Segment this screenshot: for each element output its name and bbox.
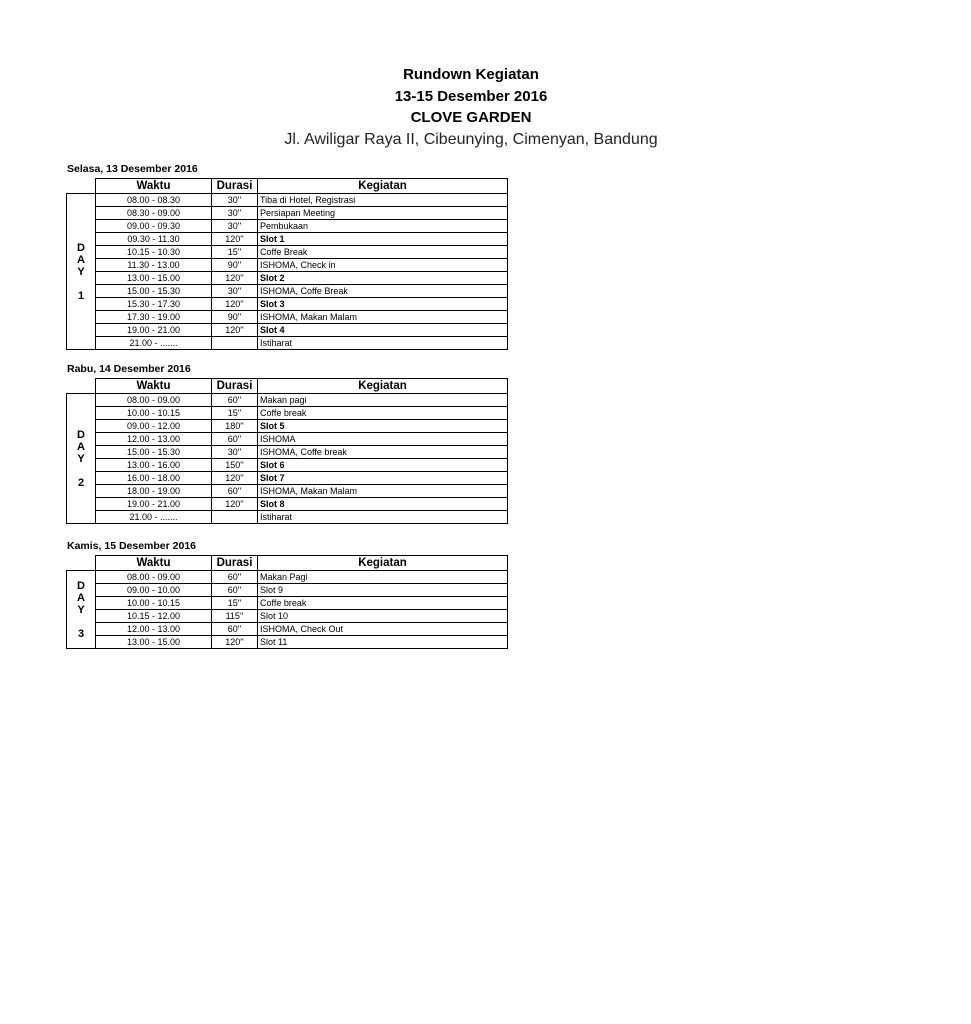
waktu-cell: 19.00 - 21.00: [96, 498, 212, 511]
kegiatan-cell: Slot 1: [258, 233, 508, 246]
table-row: [67, 259, 508, 272]
day-letter: D: [77, 579, 85, 592]
durasi-cell: 120'': [212, 636, 258, 649]
durasi-cell: 60'': [212, 485, 258, 498]
day-3-date: Kamis, 15 Desember 2016: [67, 540, 196, 552]
title-line-3: CLOVE GARDEN: [410, 109, 532, 126]
kegiatan-cell: Coffe Break: [258, 246, 508, 259]
table-row: [67, 298, 508, 311]
waktu-cell: 15.00 - 15.30: [96, 446, 212, 459]
day-3-header-kegiatan: Kegiatan: [258, 556, 508, 571]
waktu-cell: 11.30 - 13.00: [96, 259, 212, 272]
title-address: Jl. Awiligar Raya II, Cibeunying, Cimenyan, Bandung: [284, 131, 658, 148]
table-row: [67, 472, 508, 485]
durasi-cell: 180'': [212, 420, 258, 433]
waktu-cell: 08.00 - 09.00: [96, 394, 212, 407]
durasi-cell: 120'': [212, 272, 258, 285]
durasi-cell: 60'': [212, 571, 258, 584]
table-row: [67, 446, 508, 459]
kegiatan-cell: Slot 2: [258, 272, 508, 285]
day-2-header-durasi: Durasi: [212, 379, 258, 394]
table-row: [67, 324, 508, 337]
day-2-header-kegiatan: Kegiatan: [258, 379, 508, 394]
kegiatan-cell: ISHOMA, Check in: [258, 259, 508, 272]
day-letter: Y: [77, 603, 85, 616]
waktu-cell: 10.00 - 10.15: [96, 407, 212, 420]
table-row: [67, 337, 508, 350]
durasi-cell: 115'': [212, 610, 258, 623]
durasi-cell: 120'': [212, 298, 258, 311]
day-vertical-label: [67, 394, 96, 524]
kegiatan-cell: Makan pagi: [258, 394, 508, 407]
kegiatan-cell: Persiapan Meeting: [258, 207, 508, 220]
day-letter: D: [77, 241, 85, 254]
waktu-cell: 10.15 - 10.30: [96, 246, 212, 259]
table-row: [67, 272, 508, 285]
durasi-cell: 90'': [212, 259, 258, 272]
table-row: [67, 420, 508, 433]
waktu-cell: 13.00 - 15.00: [96, 272, 212, 285]
table-row: [67, 285, 508, 298]
durasi-cell: 120'': [212, 498, 258, 511]
day-letter: Y: [77, 265, 85, 278]
kegiatan-cell: Slot 10: [258, 610, 508, 623]
waktu-cell: 13.00 - 16.00: [96, 459, 212, 472]
kegiatan-cell: Slot 3: [258, 298, 508, 311]
table-row: [67, 636, 508, 649]
table-row: [67, 498, 508, 511]
durasi-cell: 15'': [212, 597, 258, 610]
waktu-cell: 16.00 - 18.00: [96, 472, 212, 485]
table-row: [67, 394, 508, 407]
day-2-date: Rabu, 14 Desember 2016: [67, 363, 191, 375]
title-line-1: Rundown Kegiatan: [403, 66, 539, 83]
waktu-cell: 10.00 - 10.15: [96, 597, 212, 610]
durasi-cell: 120'': [212, 233, 258, 246]
table-row: [67, 220, 508, 233]
day-3-header-waktu: Waktu: [96, 556, 212, 571]
waktu-cell: 15.00 - 15.30: [96, 285, 212, 298]
kegiatan-cell: Coffe break: [258, 407, 508, 420]
day-letter: 1: [77, 289, 85, 302]
title-line-2: 13-15 Desember 2016: [394, 88, 548, 105]
kegiatan-cell: ISHOMA, Coffe break: [258, 446, 508, 459]
day-2-header-waktu: Waktu: [96, 379, 212, 394]
waktu-cell: 17.30 - 19.00: [96, 311, 212, 324]
title-clip-region: [0, 0, 658, 170]
kegiatan-cell: ISHOMA: [258, 433, 508, 446]
waktu-cell: 09.00 - 12.00: [96, 420, 212, 433]
day-letter: [69, 278, 93, 290]
durasi-cell: 30'': [212, 207, 258, 220]
day-2-table: [66, 378, 508, 524]
durasi-cell: 60'': [212, 433, 258, 446]
table-row: [67, 407, 508, 420]
day-1-date: Selasa, 13 Desember 2016: [67, 163, 198, 175]
table-row: [67, 433, 508, 446]
durasi-cell: 15'': [212, 246, 258, 259]
kegiatan-cell: Slot 6: [258, 459, 508, 472]
waktu-cell: 09.00 - 09.30: [96, 220, 212, 233]
durasi-cell: 15'': [212, 407, 258, 420]
table-row: [67, 511, 508, 524]
kegiatan-cell: Coffe break: [258, 597, 508, 610]
waktu-cell: 18.00 - 19.00: [96, 485, 212, 498]
durasi-cell: 60'': [212, 394, 258, 407]
day-letter: [69, 465, 93, 477]
day-1-table: [66, 178, 508, 350]
waktu-cell: 08.30 - 09.00: [96, 207, 212, 220]
day-letter: A: [77, 591, 85, 604]
waktu-cell: 15.30 - 17.30: [96, 298, 212, 311]
kegiatan-cell: Pembukaan: [258, 220, 508, 233]
day-letter: 3: [77, 627, 85, 640]
day-letter: [69, 616, 93, 628]
table-row: [67, 311, 508, 324]
table-row: [67, 194, 508, 207]
kegiatan-cell: ISHOMA, Coffe Break: [258, 285, 508, 298]
durasi-cell: 30'': [212, 220, 258, 233]
kegiatan-cell: Istiharat: [258, 511, 508, 524]
table-row: [67, 233, 508, 246]
kegiatan-cell: Makan Pagi: [258, 571, 508, 584]
durasi-cell: 120'': [212, 472, 258, 485]
day-3-header-durasi: Durasi: [212, 556, 258, 571]
durasi-cell: 60'': [212, 623, 258, 636]
table-row: [67, 207, 508, 220]
kegiatan-cell: Slot 5: [258, 420, 508, 433]
durasi-cell: 30'': [212, 446, 258, 459]
day-1-header-durasi: Durasi: [212, 179, 258, 194]
durasi-cell: 30'': [212, 285, 258, 298]
table-row: [67, 459, 508, 472]
waktu-cell: 13.00 - 15.00: [96, 636, 212, 649]
durasi-cell: 120'': [212, 324, 258, 337]
day-letter: A: [77, 440, 85, 453]
durasi-cell: 60'': [212, 584, 258, 597]
table-row: [67, 623, 508, 636]
day-letter: Y: [77, 452, 85, 465]
table-row: [67, 610, 508, 623]
day-1-header-waktu: Waktu: [96, 179, 212, 194]
durasi-cell: [212, 511, 258, 524]
durasi-cell: 90'': [212, 311, 258, 324]
waktu-cell: 08.00 - 09.00: [96, 571, 212, 584]
table-row: [67, 485, 508, 498]
table-row: [67, 597, 508, 610]
kegiatan-cell: ISHOMA, Makan Malam: [258, 485, 508, 498]
waktu-cell: 09.00 - 10.00: [96, 584, 212, 597]
durasi-cell: 30'': [212, 194, 258, 207]
waktu-cell: 12.00 - 13.00: [96, 623, 212, 636]
day-1-header-kegiatan: Kegiatan: [258, 179, 508, 194]
kegiatan-cell: Slot 11: [258, 636, 508, 649]
day-letter: A: [77, 253, 85, 266]
day-1-header-blank: [67, 179, 96, 194]
day-vertical-label: [67, 571, 96, 649]
day-3-table: [66, 555, 508, 649]
waktu-cell: 21.00 - .......: [96, 337, 212, 350]
day-letter: D: [77, 428, 85, 441]
day-letter: 2: [77, 476, 85, 489]
kegiatan-cell: Slot 8: [258, 498, 508, 511]
waktu-cell: 10.15 - 12.00: [96, 610, 212, 623]
waktu-cell: 08.00 - 08.30: [96, 194, 212, 207]
kegiatan-cell: Slot 7: [258, 472, 508, 485]
table-row: [67, 246, 508, 259]
table-row: [67, 584, 508, 597]
kegiatan-cell: Slot 4: [258, 324, 508, 337]
day-vertical-label: [67, 194, 96, 350]
kegiatan-cell: ISHOMA, Check Out: [258, 623, 508, 636]
waktu-cell: 09.30 - 11.30: [96, 233, 212, 246]
kegiatan-cell: Istiharat: [258, 337, 508, 350]
kegiatan-cell: Tiba di Hotel, Registrasi: [258, 194, 508, 207]
table-row: [67, 571, 508, 584]
day-2-header-blank: [67, 379, 96, 394]
waktu-cell: 12.00 - 13.00: [96, 433, 212, 446]
day-3-header-blank: [67, 556, 96, 571]
durasi-cell: 150'': [212, 459, 258, 472]
waktu-cell: 19.00 - 21.00: [96, 324, 212, 337]
kegiatan-cell: Slot 9: [258, 584, 508, 597]
durasi-cell: [212, 337, 258, 350]
kegiatan-cell: ISHOMA, Makan Malam: [258, 311, 508, 324]
waktu-cell: 21.00 - .......: [96, 511, 212, 524]
